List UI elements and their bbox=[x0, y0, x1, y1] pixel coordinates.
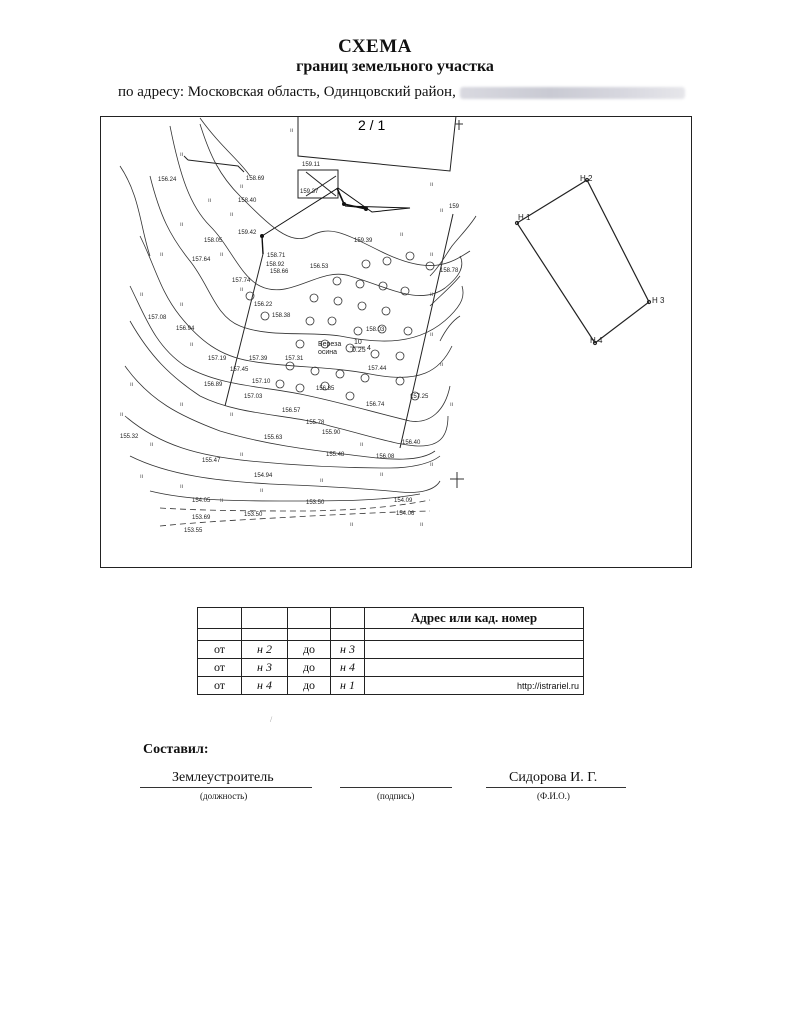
table-row bbox=[198, 641, 584, 659]
elev-label: 159.11 bbox=[302, 162, 320, 168]
svg-text:ıı: ıı bbox=[240, 184, 244, 190]
elev-label: 158.05 bbox=[204, 238, 223, 244]
signature-line bbox=[340, 787, 452, 788]
elev-label: 158.71 bbox=[267, 253, 286, 259]
elev-label: 158.38 bbox=[272, 313, 291, 319]
elev-label: 156.08 bbox=[376, 454, 395, 460]
elev-label: 159.37 bbox=[300, 189, 319, 195]
svg-text:ıı: ıı bbox=[320, 478, 324, 484]
tree-type-label: Береза bbox=[318, 341, 342, 348]
table-row bbox=[198, 629, 584, 641]
stray-mark: / bbox=[270, 715, 273, 724]
redacted-address bbox=[460, 87, 685, 99]
table-header-row bbox=[198, 608, 584, 629]
corner-label-n2: Н 2 bbox=[580, 174, 593, 183]
elev-label: 158.69 bbox=[246, 176, 265, 182]
elev-label: 157.19 bbox=[208, 356, 227, 362]
fence-line-2 bbox=[184, 156, 188, 160]
elev-label: 154.05 bbox=[192, 498, 211, 504]
elev-label: 157.08 bbox=[148, 315, 167, 321]
row-to: до bbox=[288, 659, 331, 677]
row-from: от bbox=[198, 659, 242, 677]
elev-label: 156.85 bbox=[316, 386, 335, 392]
elev-label: 156.24 bbox=[158, 177, 177, 183]
elev-label: 156.57 bbox=[282, 408, 301, 414]
elev-label: 156.89 bbox=[204, 382, 223, 388]
svg-text:ıı: ıı bbox=[260, 488, 264, 494]
svg-text:ıı: ıı bbox=[140, 474, 144, 480]
elev-label: 154.06 bbox=[396, 511, 415, 517]
role-line bbox=[140, 787, 312, 788]
elev-label: 155.63 bbox=[264, 435, 283, 441]
elev-label: 158.66 bbox=[270, 269, 289, 275]
table-row bbox=[198, 659, 584, 677]
svg-text:ıı: ıı bbox=[430, 332, 434, 338]
elev-label: 155.90 bbox=[322, 430, 341, 436]
address-line bbox=[118, 84, 685, 101]
row-point: н 4 bbox=[331, 659, 365, 677]
elev-label: 157.31 bbox=[285, 356, 304, 362]
elev-label: 154.94 bbox=[254, 473, 273, 479]
corner-label-n4: Н 4 bbox=[590, 336, 603, 345]
svg-text:ıı: ıı bbox=[140, 292, 144, 298]
svg-text:ıı: ıı bbox=[190, 342, 194, 348]
elev-label: 155.78 bbox=[306, 420, 325, 426]
elev-label: 156.40 bbox=[402, 440, 421, 446]
compiled-by-label: Составил: bbox=[143, 742, 209, 757]
role-value: Землеустроитель bbox=[172, 770, 274, 785]
elev-label: 158.92 bbox=[266, 262, 285, 268]
svg-text:ıı: ıı bbox=[350, 522, 354, 528]
row-point: н 2 bbox=[242, 641, 288, 659]
corner-label-n3: Н 3 bbox=[652, 296, 665, 305]
fence-line bbox=[188, 160, 244, 172]
svg-text:ıı: ıı bbox=[150, 442, 154, 448]
address-text: по адресу: Московская область, Одинцовский район, bbox=[118, 84, 456, 100]
row-from: от bbox=[198, 641, 242, 659]
elev-label: 158.40 bbox=[238, 198, 257, 204]
document-title: СХЕМА bbox=[338, 36, 412, 57]
tree-value: 10 bbox=[354, 339, 362, 346]
svg-text:ıı: ıı bbox=[430, 292, 434, 298]
elev-label: 156.74 bbox=[366, 402, 385, 408]
svg-text:ıı: ıı bbox=[400, 232, 404, 238]
elev-label: 158.78 bbox=[440, 268, 459, 274]
svg-text:ıı: ıı bbox=[430, 252, 434, 258]
elev-label: 155.48 bbox=[326, 452, 345, 458]
svg-text:ıı: ıı bbox=[430, 462, 434, 468]
document-subtitle: границ земельного участка bbox=[296, 58, 494, 75]
elev-label: 157.64 bbox=[192, 257, 211, 263]
svg-text:ıı: ıı bbox=[240, 287, 244, 293]
elev-label: 157.03 bbox=[244, 394, 263, 400]
table-header: Адрес или кад. номер bbox=[365, 608, 584, 629]
parcel-boundary bbox=[262, 188, 410, 236]
svg-text:ıı: ıı bbox=[180, 152, 184, 158]
name-caption: (Ф.И.О.) bbox=[537, 791, 570, 801]
row-to: до bbox=[288, 677, 331, 695]
svg-text:ıı: ıı bbox=[240, 452, 244, 458]
svg-text:ıı: ıı bbox=[220, 498, 224, 504]
svg-text:ıı: ıı bbox=[220, 252, 224, 258]
svg-text:ıı: ıı bbox=[440, 362, 444, 368]
svg-text:ıı: ıı bbox=[180, 484, 184, 490]
svg-text:ıı: ıı bbox=[160, 252, 164, 258]
svg-text:ıı: ıı bbox=[180, 402, 184, 408]
parcel-outline bbox=[517, 180, 649, 343]
elev-label: 153.55 bbox=[184, 528, 203, 534]
row-from: от bbox=[198, 677, 242, 695]
row-point: н 4 bbox=[242, 677, 288, 695]
elev-label: 155.32 bbox=[120, 434, 139, 440]
elev-label: 157.44 bbox=[368, 366, 387, 372]
sheet-label: 2 / 1 bbox=[358, 117, 386, 133]
svg-text:ıı: ıı bbox=[450, 402, 454, 408]
elev-label: 158.03 bbox=[366, 327, 385, 333]
elev-label: 157.25 bbox=[410, 394, 429, 400]
svg-text:ıı: ıı bbox=[430, 182, 434, 188]
elev-label: 153.50 bbox=[244, 512, 263, 518]
tree-type-label: осина bbox=[318, 349, 338, 356]
corner-label-n1: Н 1 bbox=[518, 213, 531, 222]
svg-text:ıı: ıı bbox=[420, 522, 424, 528]
elev-label: 156.22 bbox=[254, 302, 273, 308]
svg-text:ıı: ıı bbox=[290, 128, 294, 134]
elev-label: 159.42 bbox=[238, 230, 257, 236]
svg-text:ıı: ıı bbox=[120, 412, 124, 418]
points-table bbox=[197, 607, 584, 695]
elev-label: 153.50 bbox=[306, 500, 325, 506]
elev-label: 156.94 bbox=[176, 326, 195, 332]
elev-label: 155.47 bbox=[202, 458, 221, 464]
elev-label: 156.53 bbox=[310, 264, 329, 270]
elev-label: 157.45 bbox=[230, 367, 249, 373]
elev-label: 159 bbox=[449, 204, 460, 210]
svg-text:ıı: ıı bbox=[230, 212, 234, 218]
tree-value: 0.25 bbox=[352, 347, 366, 354]
elev-label: 157.39 bbox=[249, 356, 268, 362]
elev-label: 157.74 bbox=[232, 278, 251, 284]
svg-text:ıı: ıı bbox=[230, 412, 234, 418]
name-value: Сидорова И. Г. bbox=[509, 770, 598, 785]
elev-label: 153.69 bbox=[192, 515, 211, 521]
table-row bbox=[198, 677, 584, 695]
row-point: н 3 bbox=[331, 641, 365, 659]
signature-caption: (подпись) bbox=[377, 791, 415, 801]
svg-text:ıı: ıı bbox=[360, 442, 364, 448]
row-point: н 1 bbox=[331, 677, 365, 695]
elev-label: 159.39 bbox=[354, 238, 373, 244]
tree-value: 4 bbox=[367, 345, 371, 352]
svg-text:ıı: ıı bbox=[380, 472, 384, 478]
role-caption: (должность) bbox=[200, 791, 248, 801]
row-to: до bbox=[288, 641, 331, 659]
name-line bbox=[486, 787, 626, 788]
row-point: н 3 bbox=[242, 659, 288, 677]
parcel-plan bbox=[512, 170, 665, 350]
svg-text:ıı: ıı bbox=[180, 222, 184, 228]
elev-label: 154.09 bbox=[394, 498, 413, 504]
elev-label: 157.10 bbox=[252, 379, 271, 385]
source-url: http://istrariel.ru bbox=[365, 677, 584, 695]
svg-text:ıı: ıı bbox=[208, 198, 212, 204]
svg-text:ıı: ıı bbox=[440, 208, 444, 214]
svg-text:ıı: ıı bbox=[130, 382, 134, 388]
svg-text:ıı: ıı bbox=[180, 302, 184, 308]
